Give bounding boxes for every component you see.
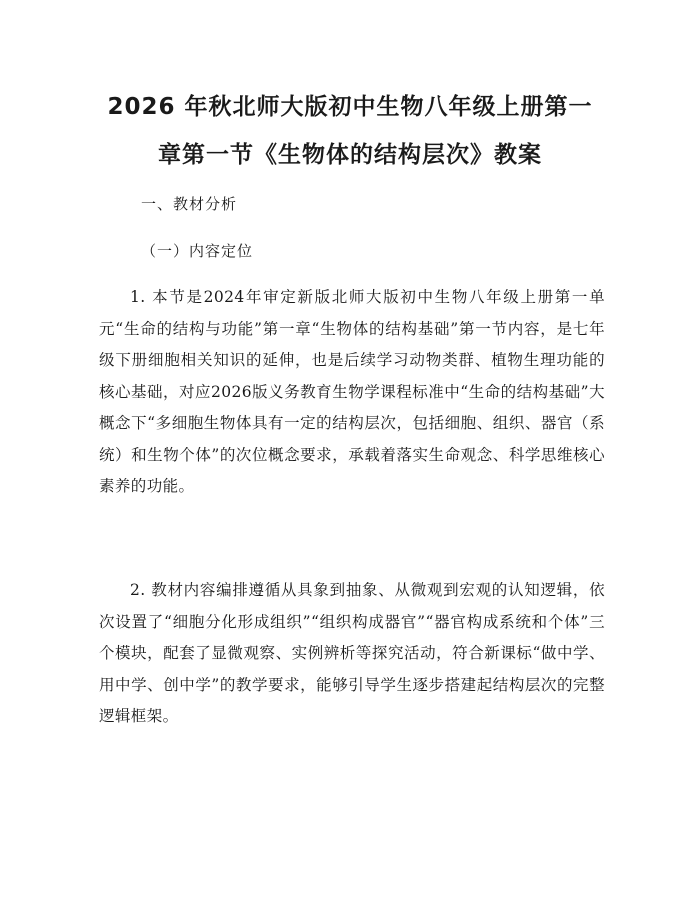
paragraph-2: 2. 教材内容编排遵循从具象到抽象、从微观到宏观的认知逻辑，依次设置了“细胞分化形成组织”“组织构成器官”“器官构成系统和个体”三个模块，配套了显微观察、实例辨析等探究活动，符合新课标“做中学、用中学、创中学”的教学要求，能够引导学生逐步搭建起结构层次的完整逻辑框架。 [99,581,605,725]
section-heading: 一、教材分析 [141,195,238,213]
subsection-heading: （一）内容定位 [141,242,254,260]
document-title-line-1: 2026 年秋北师大版初中生物八年级上册第一 [107,94,593,120]
paragraph-1: 1. 本节是2024年审定新版北师大版初中生物八年级上册第一单元“生命的结构与功能”第一章“生物体的结构基础”第一节内容，是七年级下册细胞相关知识的延伸，也是后续学习动物类群、植物生理功能的核心基础，对应2026版义务教育生物学课程标准中“生命的结构基础”大概念下“多细胞生物体具有一定的结构层次，包括细胞、组织、器官（系统）和生物个体”的次位概念要求，承载着落实生命观念、科学思维核心素养的功能。 [99,288,605,495]
document-title-line-2: 章第一节《生物体的结构层次》教案 [158,142,542,168]
